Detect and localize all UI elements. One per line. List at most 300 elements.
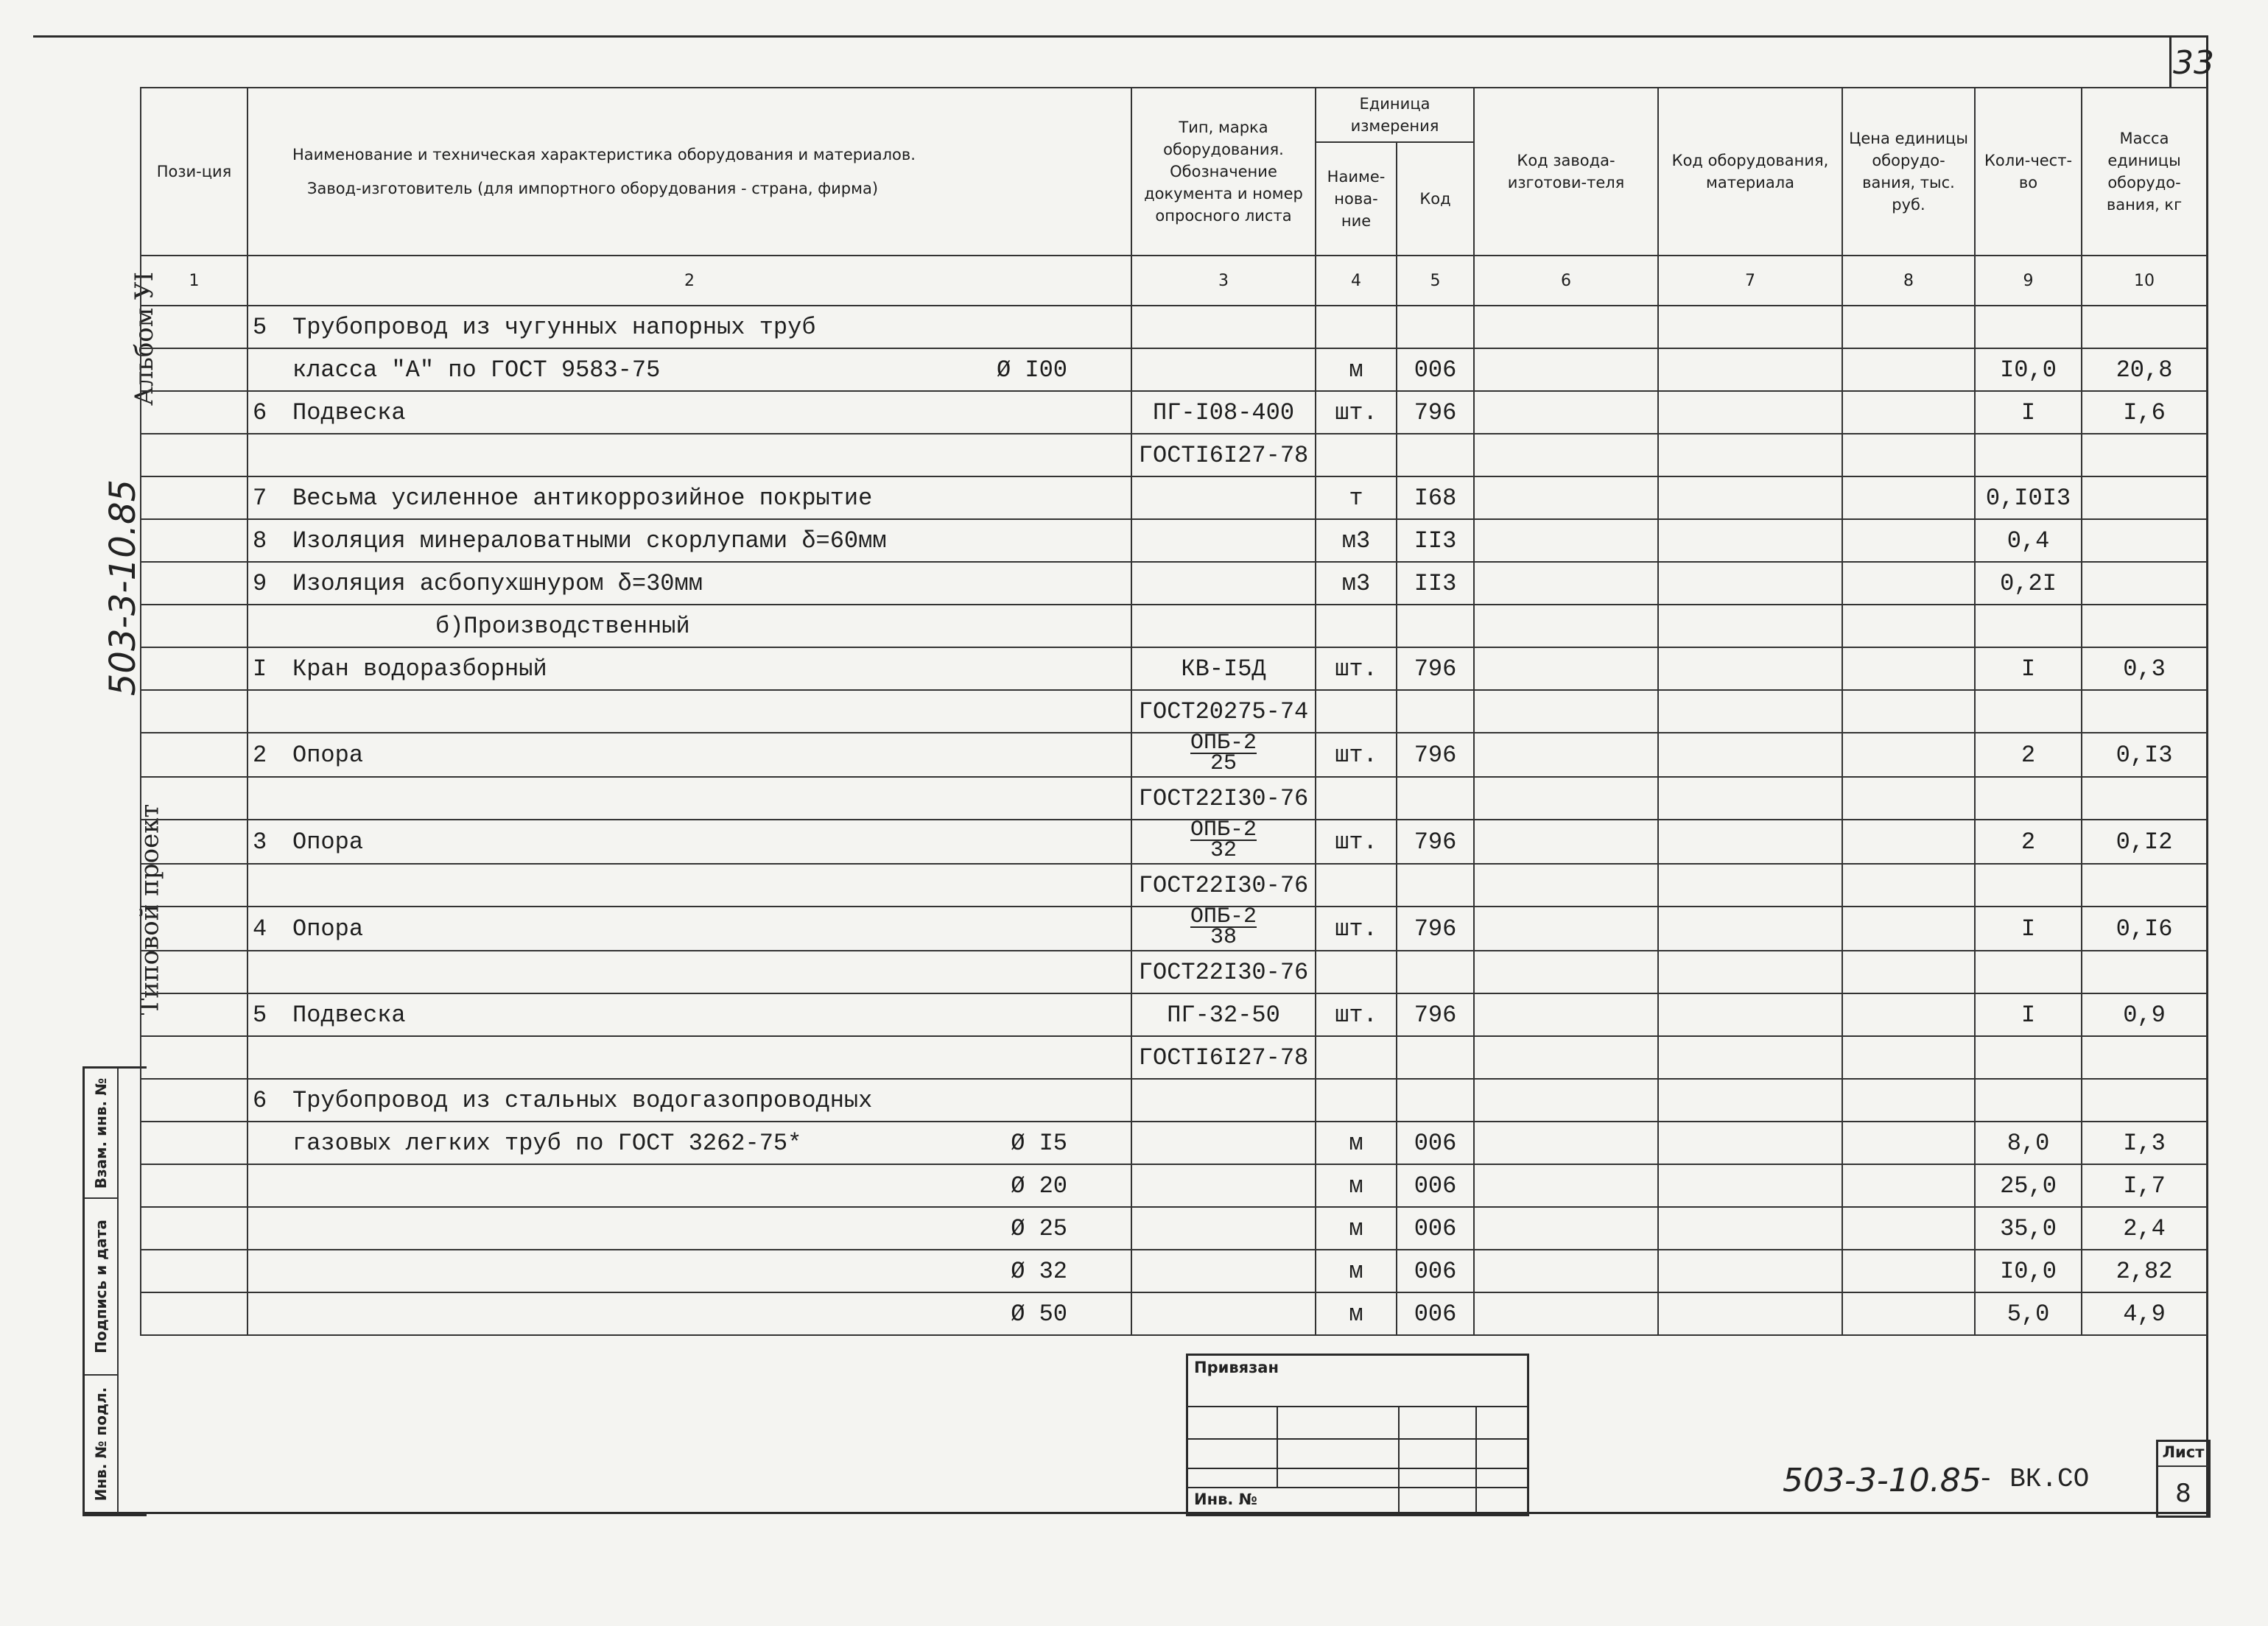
name-cell	[247, 777, 1131, 820]
table-row	[141, 434, 2207, 476]
table-row	[141, 1079, 2207, 1122]
type-cell	[1131, 1207, 1316, 1250]
type-cell: ПГ-I08-400	[1131, 391, 1316, 434]
plant-code-cell	[1474, 348, 1658, 391]
price-cell	[1842, 519, 1975, 562]
side-cell-inv	[85, 1376, 119, 1513]
quantity-cell	[1975, 1079, 2082, 1122]
type-cell: ГОСТ22I30-76	[1131, 864, 1316, 907]
position-cell	[141, 690, 247, 733]
name-cell	[247, 1207, 1131, 1250]
header-equipment-code: Код оборудования, материала	[1658, 88, 1842, 256]
plant-code-cell	[1474, 1292, 1658, 1335]
side-cell-vzam	[85, 1069, 119, 1199]
mass-cell	[2082, 476, 2207, 519]
position-cell	[141, 951, 247, 993]
plant-code-cell	[1474, 647, 1658, 690]
table-row	[141, 306, 2207, 348]
type-denominator: 38	[1210, 925, 1237, 950]
plant-code-cell	[1474, 864, 1658, 907]
mass-cell	[2082, 864, 2207, 907]
binding-stamp	[1186, 1354, 1529, 1516]
price-cell	[1842, 306, 1975, 348]
table-row	[141, 605, 2207, 647]
unit-cell: шт.	[1316, 733, 1397, 777]
equipment-code-cell	[1658, 1164, 1842, 1207]
item-name: Изоляция асбопухшнуром δ=30мм	[292, 569, 703, 597]
item-name: класса "А" по ГОСТ 9583-75	[292, 356, 661, 384]
unit-cell: шт.	[1316, 647, 1397, 690]
equipment-code-cell	[1658, 1079, 1842, 1122]
diameter-label: Ø 50	[1011, 1300, 1067, 1328]
mass-cell: 4,9	[2082, 1292, 2207, 1335]
unit-cell	[1316, 306, 1397, 348]
name-cell	[247, 951, 1131, 993]
equipment-code-cell	[1658, 1292, 1842, 1335]
position-number: 3	[253, 828, 267, 856]
unit-code-cell: 796	[1397, 820, 1474, 864]
unit-code-cell: 796	[1397, 907, 1474, 951]
unit-code-cell: II3	[1397, 519, 1474, 562]
unit-code-cell	[1397, 864, 1474, 907]
position-cell	[141, 562, 247, 605]
unit-cell: м3	[1316, 562, 1397, 605]
item-name: Трубопровод из чугунных напорных труб	[292, 313, 816, 341]
equipment-code-cell	[1658, 348, 1842, 391]
equipment-code-cell	[1658, 476, 1842, 519]
name-cell	[247, 1122, 1131, 1164]
plant-code-cell	[1474, 519, 1658, 562]
plant-code-cell	[1474, 907, 1658, 951]
side-cell-podpis	[85, 1199, 119, 1376]
plant-code-cell	[1474, 951, 1658, 993]
table-row	[141, 733, 2207, 777]
quantity-cell	[1975, 777, 2082, 820]
price-cell	[1842, 647, 1975, 690]
quantity-cell: I	[1975, 391, 2082, 434]
header-position: Пози-ция	[141, 88, 247, 256]
equipment-code-cell	[1658, 864, 1842, 907]
equipment-code-cell	[1658, 777, 1842, 820]
type-cell	[1131, 1079, 1316, 1122]
name-cell	[247, 1250, 1131, 1292]
equipment-code-cell	[1658, 820, 1842, 864]
price-cell	[1842, 993, 1975, 1036]
quantity-cell	[1975, 690, 2082, 733]
position-cell	[141, 1207, 247, 1250]
plant-code-cell	[1474, 1122, 1658, 1164]
mass-cell: 0,I2	[2082, 820, 2207, 864]
equipment-code-cell	[1658, 907, 1842, 951]
unit-code-cell: 006	[1397, 348, 1474, 391]
unit-cell	[1316, 1079, 1397, 1122]
col-num: 8	[1842, 256, 1975, 306]
stamp-inventory-label: Инв. №	[1194, 1490, 1257, 1508]
equipment-code-cell	[1658, 733, 1842, 777]
col-num: 3	[1131, 256, 1316, 306]
unit-cell	[1316, 605, 1397, 647]
price-cell	[1842, 951, 1975, 993]
price-cell	[1842, 476, 1975, 519]
col-num: 2	[247, 256, 1131, 306]
equipment-code-cell	[1658, 690, 1842, 733]
diameter-label: Ø 20	[1011, 1172, 1067, 1200]
price-cell	[1842, 733, 1975, 777]
stamp-line	[1277, 1406, 1278, 1487]
table-row	[141, 1207, 2207, 1250]
table-row	[141, 993, 2207, 1036]
item-name: Изоляция минераловатными скорлупами δ=60мм	[292, 527, 887, 555]
quantity-cell: I	[1975, 647, 2082, 690]
header-unit-code: Код	[1397, 142, 1474, 256]
type-cell: ГОСТI6I27-78	[1131, 1036, 1316, 1079]
position-cell	[141, 820, 247, 864]
position-cell	[141, 733, 247, 777]
plant-code-cell	[1474, 605, 1658, 647]
binding-stamp-label: Привязан	[1194, 1359, 1279, 1376]
name-cell	[247, 993, 1131, 1036]
item-name: Весьма усиленное антикоррозийное покрытие	[292, 484, 873, 512]
side-cell-podpis-label: Подпись и дата	[92, 1220, 110, 1354]
diameter-label: Ø 32	[1011, 1257, 1067, 1285]
position-cell	[141, 519, 247, 562]
type-fraction	[1190, 907, 1257, 950]
position-number: 7	[253, 484, 267, 512]
plant-code-cell	[1474, 733, 1658, 777]
type-cell: ГОСТ20275-74	[1131, 690, 1316, 733]
position-cell	[141, 1250, 247, 1292]
type-numerator: ОПБ-2	[1190, 733, 1257, 756]
price-cell	[1842, 864, 1975, 907]
unit-cell: шт.	[1316, 993, 1397, 1036]
mass-cell: 2,4	[2082, 1207, 2207, 1250]
unit-cell	[1316, 777, 1397, 820]
equipment-code-cell	[1658, 434, 1842, 476]
equipment-code-cell	[1658, 647, 1842, 690]
col-num: 5	[1397, 256, 1474, 306]
mass-cell: I,6	[2082, 391, 2207, 434]
col-num: 4	[1316, 256, 1397, 306]
plant-code-cell	[1474, 1207, 1658, 1250]
table-row	[141, 1292, 2207, 1335]
table-row	[141, 391, 2207, 434]
stamp-line	[1398, 1406, 1400, 1513]
equipment-code-cell	[1658, 562, 1842, 605]
type-cell	[1131, 562, 1316, 605]
type-cell	[1131, 348, 1316, 391]
price-cell	[1842, 1079, 1975, 1122]
table-row	[141, 476, 2207, 519]
mass-cell: I,7	[2082, 1164, 2207, 1207]
mass-cell	[2082, 519, 2207, 562]
mass-cell	[2082, 951, 2207, 993]
unit-cell: м	[1316, 1250, 1397, 1292]
column-number-row	[141, 256, 2207, 306]
plant-code-cell	[1474, 1250, 1658, 1292]
quantity-cell: 0,4	[1975, 519, 2082, 562]
position-cell	[141, 864, 247, 907]
position-number: 2	[253, 741, 267, 769]
price-cell	[1842, 391, 1975, 434]
price-cell	[1842, 1164, 1975, 1207]
table-row	[141, 777, 2207, 820]
unit-code-cell: 006	[1397, 1207, 1474, 1250]
price-cell	[1842, 1207, 1975, 1250]
item-name: Трубопровод из стальных водогазопроводных	[292, 1086, 873, 1114]
header-name-line2: Завод-изготовитель (для импортного оборудования - страна, фирма)	[307, 180, 879, 197]
quantity-cell	[1975, 1036, 2082, 1079]
name-cell	[247, 907, 1131, 951]
price-cell	[1842, 1292, 1975, 1335]
unit-cell: шт.	[1316, 820, 1397, 864]
item-name: газовых легких труб по ГОСТ 3262-75*	[292, 1129, 802, 1157]
name-cell	[247, 647, 1131, 690]
equipment-code-cell	[1658, 306, 1842, 348]
type-cell	[1131, 1250, 1316, 1292]
item-name: Кран водоразборный	[292, 655, 547, 683]
mass-cell: 2,82	[2082, 1250, 2207, 1292]
unit-cell: м	[1316, 1207, 1397, 1250]
type-fraction	[1190, 820, 1257, 863]
quantity-cell	[1975, 951, 2082, 993]
position-cell	[141, 348, 247, 391]
mass-cell: 0,3	[2082, 647, 2207, 690]
specification-table	[140, 87, 2208, 1336]
list-label: Лист	[2158, 1443, 2208, 1467]
table-row	[141, 562, 2207, 605]
unit-cell	[1316, 951, 1397, 993]
name-cell	[247, 1292, 1131, 1335]
name-cell	[247, 476, 1131, 519]
plant-code-cell	[1474, 777, 1658, 820]
unit-code-cell: 006	[1397, 1250, 1474, 1292]
side-project-type: Типовой проект	[135, 803, 165, 1016]
position-cell	[141, 647, 247, 690]
price-cell	[1842, 907, 1975, 951]
frame-bottom-line	[82, 1512, 2208, 1514]
quantity-cell: 0,2I	[1975, 562, 2082, 605]
price-cell	[1842, 1122, 1975, 1164]
plant-code-cell	[1474, 1079, 1658, 1122]
quantity-cell: 35,0	[1975, 1207, 2082, 1250]
quantity-cell: 0,I0I3	[1975, 476, 2082, 519]
type-cell	[1131, 1122, 1316, 1164]
mass-cell	[2082, 434, 2207, 476]
position-cell	[141, 434, 247, 476]
unit-code-cell	[1397, 605, 1474, 647]
unit-cell: м	[1316, 1122, 1397, 1164]
unit-code-cell: 006	[1397, 1164, 1474, 1207]
name-cell	[247, 348, 1131, 391]
quantity-cell	[1975, 434, 2082, 476]
name-cell	[247, 733, 1131, 777]
position-number: 6	[253, 398, 267, 426]
position-number: 8	[253, 527, 267, 555]
item-name: Опора	[292, 741, 364, 769]
unit-code-cell	[1397, 306, 1474, 348]
price-cell	[1842, 690, 1975, 733]
equipment-code-cell	[1658, 951, 1842, 993]
plant-code-cell	[1474, 434, 1658, 476]
position-cell	[141, 306, 247, 348]
mass-cell	[2082, 690, 2207, 733]
position-cell	[141, 993, 247, 1036]
name-cell	[247, 1079, 1131, 1122]
plant-code-cell	[1474, 1164, 1658, 1207]
quantity-cell: 5,0	[1975, 1292, 2082, 1335]
position-cell	[141, 1292, 247, 1335]
table-row	[141, 820, 2207, 864]
mass-cell: 20,8	[2082, 348, 2207, 391]
unit-cell	[1316, 864, 1397, 907]
table-row	[141, 647, 2207, 690]
position-number: 4	[253, 915, 267, 943]
side-stamp-block	[82, 1066, 147, 1516]
table-row	[141, 519, 2207, 562]
equipment-code-cell	[1658, 1207, 1842, 1250]
type-cell: ГОСТ22I30-76	[1131, 951, 1316, 993]
unit-cell: шт.	[1316, 391, 1397, 434]
sheet-number: 33	[2173, 44, 2214, 82]
document-suffix: - ВК.СО	[1978, 1464, 2090, 1494]
frame-top-line	[33, 35, 2206, 38]
quantity-cell: I0,0	[1975, 348, 2082, 391]
header-plant-code: Код завода-изготови-теля	[1474, 88, 1658, 256]
type-cell	[1131, 820, 1316, 864]
table-row	[141, 951, 2207, 993]
type-denominator: 25	[1210, 751, 1237, 776]
header-name-line1: Наименование и техническая характеристика оборудования и материалов.	[292, 146, 916, 163]
unit-code-cell	[1397, 951, 1474, 993]
header-unit: Единица измерения	[1316, 88, 1474, 142]
unit-code-cell: 796	[1397, 391, 1474, 434]
name-cell	[247, 864, 1131, 907]
equipment-code-cell	[1658, 605, 1842, 647]
quantity-cell	[1975, 864, 2082, 907]
position-number: 6	[253, 1086, 267, 1114]
position-cell	[141, 476, 247, 519]
diameter-label: Ø 25	[1011, 1214, 1067, 1242]
name-cell	[247, 391, 1131, 434]
unit-code-cell: 796	[1397, 733, 1474, 777]
header-quantity: Коли-чест-во	[1975, 88, 2082, 256]
header-mass: Масса единицы оборудо-вания, кг	[2082, 88, 2207, 256]
col-num: 7	[1658, 256, 1842, 306]
name-cell	[247, 562, 1131, 605]
col-num: 9	[1975, 256, 2082, 306]
mass-cell: 0,9	[2082, 993, 2207, 1036]
item-name: Подвеска	[292, 398, 406, 426]
equipment-code-cell	[1658, 1250, 1842, 1292]
list-box	[2156, 1440, 2211, 1518]
unit-cell	[1316, 434, 1397, 476]
unit-code-cell: 006	[1397, 1122, 1474, 1164]
mass-cell: 0,I6	[2082, 907, 2207, 951]
price-cell	[1842, 562, 1975, 605]
mass-cell	[2082, 777, 2207, 820]
type-cell: ПГ-32-50	[1131, 993, 1316, 1036]
type-denominator: 32	[1210, 838, 1237, 863]
unit-cell: м	[1316, 348, 1397, 391]
type-cell	[1131, 733, 1316, 777]
position-cell	[141, 777, 247, 820]
mass-cell	[2082, 306, 2207, 348]
price-cell	[1842, 1250, 1975, 1292]
mass-cell: 0,I3	[2082, 733, 2207, 777]
table-row	[141, 1122, 2207, 1164]
plant-code-cell	[1474, 391, 1658, 434]
table-row	[141, 864, 2207, 907]
name-cell	[247, 519, 1131, 562]
position-number: 9	[253, 569, 267, 597]
mass-cell: I,3	[2082, 1122, 2207, 1164]
specification-body	[141, 306, 2207, 1335]
unit-cell: т	[1316, 476, 1397, 519]
price-cell	[1842, 605, 1975, 647]
col-num: 1	[141, 256, 247, 306]
unit-cell	[1316, 690, 1397, 733]
name-cell	[247, 434, 1131, 476]
item-name: б)Производственный	[435, 612, 690, 640]
diameter-label: Ø I5	[1011, 1129, 1067, 1157]
price-cell	[1842, 434, 1975, 476]
header-price: Цена единицы оборудо-вания, тыс. руб.	[1842, 88, 1975, 256]
position-cell	[141, 391, 247, 434]
type-cell	[1131, 476, 1316, 519]
table-row	[141, 1036, 2207, 1079]
type-cell	[1131, 605, 1316, 647]
diameter-label: Ø I00	[996, 356, 1067, 384]
unit-code-cell	[1397, 690, 1474, 733]
price-cell	[1842, 820, 1975, 864]
list-number: 8	[2175, 1479, 2191, 1508]
col-num: 6	[1474, 256, 1658, 306]
equipment-code-cell	[1658, 993, 1842, 1036]
type-cell	[1131, 907, 1316, 951]
type-numerator: ОПБ-2	[1190, 907, 1257, 929]
plant-code-cell	[1474, 690, 1658, 733]
unit-code-cell: 796	[1397, 993, 1474, 1036]
quantity-cell: 2	[1975, 820, 2082, 864]
unit-cell: шт.	[1316, 907, 1397, 951]
quantity-cell: I	[1975, 993, 2082, 1036]
equipment-code-cell	[1658, 519, 1842, 562]
unit-cell: м	[1316, 1164, 1397, 1207]
type-cell	[1131, 306, 1316, 348]
quantity-cell	[1975, 306, 2082, 348]
unit-cell: м3	[1316, 519, 1397, 562]
header-unit-name: Наиме-нова-ние	[1316, 142, 1397, 256]
name-cell	[247, 605, 1131, 647]
unit-cell: м	[1316, 1292, 1397, 1335]
item-name: Опора	[292, 828, 364, 856]
mass-cell	[2082, 605, 2207, 647]
type-cell	[1131, 1292, 1316, 1335]
plant-code-cell	[1474, 562, 1658, 605]
price-cell	[1842, 1036, 1975, 1079]
unit-code-cell	[1397, 434, 1474, 476]
item-name: Подвеска	[292, 1001, 406, 1029]
quantity-cell: 2	[1975, 733, 2082, 777]
table-row	[141, 348, 2207, 391]
unit-cell	[1316, 1036, 1397, 1079]
position-number: 5	[253, 1001, 267, 1029]
header-row-1	[141, 88, 2207, 142]
name-cell	[247, 1036, 1131, 1079]
mass-cell	[2082, 562, 2207, 605]
unit-code-cell: I68	[1397, 476, 1474, 519]
type-numerator: ОПБ-2	[1190, 820, 1257, 842]
